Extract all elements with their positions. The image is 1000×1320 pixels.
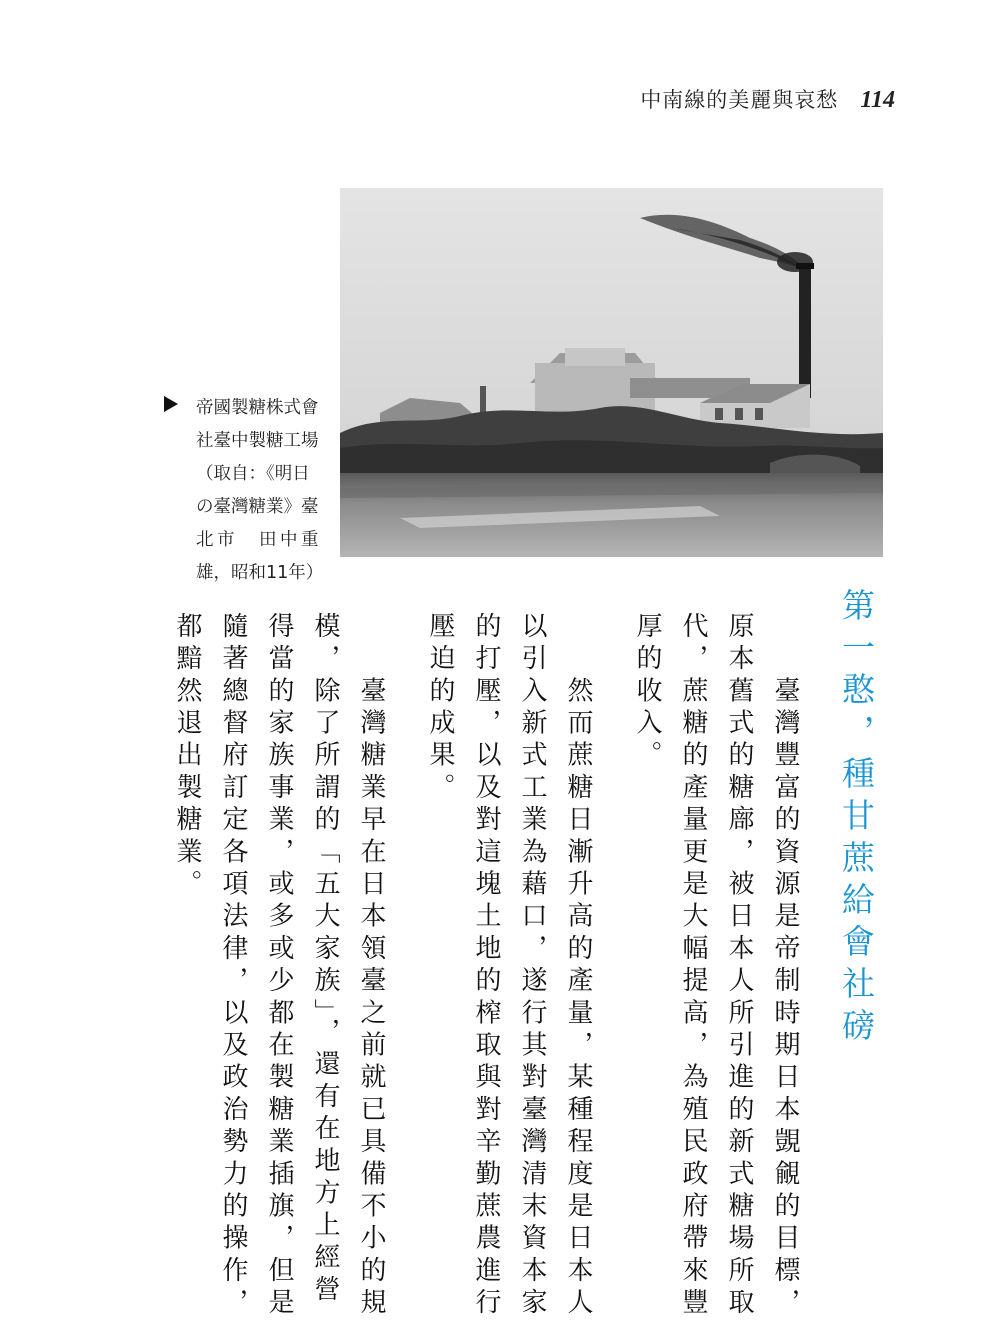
running-header — [640, 84, 895, 114]
caption-line: の臺灣糖業》臺 — [196, 497, 319, 517]
caption-line: （取自：《明日 — [196, 464, 310, 484]
running-title: 中南線的美麗與哀愁 — [640, 88, 839, 112]
body-column: 模，除了所謂的「五大家族」，還有在地方上經營 — [310, 612, 340, 1308]
page-number: 114 — [860, 87, 895, 113]
caption-line: 雄，昭和11年） — [196, 563, 324, 583]
body-column: 得當的家族事業，或多或少都在製糖業插旗，但是 — [264, 612, 294, 1320]
body-column: 厚的收入。 — [632, 612, 662, 773]
body-column: 隨著總督府訂定各項法律，以及政治勢力的操作， — [218, 612, 248, 1320]
factory-photo-icon — [340, 188, 883, 557]
caption-line: 帝國製糖株式會 — [196, 398, 319, 418]
body-column: 然而蔗糖日漸升高的產量，某種程度是日本人 — [563, 612, 593, 1320]
photo-caption — [164, 392, 334, 590]
body-column: 壓迫的成果。 — [425, 612, 455, 806]
triangle-marker-icon — [164, 396, 178, 412]
body-column: 以引入新式工業為藉口，遂行其對臺灣清末資本家 — [517, 612, 547, 1320]
factory-photo — [340, 188, 883, 557]
body-column: 都黯然退出製糖業。 — [172, 612, 202, 902]
body-column: 臺灣豐富的資源是帝制時期日本覬覦的目標， — [770, 612, 800, 1320]
caption-line: 北市 田中重 — [196, 530, 322, 550]
caption-line: 社臺中製糖工場 — [196, 431, 319, 451]
body-column: 原本舊式的糖廍，被日本人所引進的新式糖場所取 — [724, 612, 754, 1320]
body-column: 代，蔗糖的產量更是大幅提高，為殖民政府帶來豐 — [678, 612, 708, 1320]
section-heading: 第一憨，種甘蔗給會社磅 — [837, 588, 876, 1050]
body-column: 臺灣糖業早在日本領臺之前就已具備不小的規 — [356, 612, 386, 1320]
body-column: 的打壓，以及對這塊土地的榨取與對辛勤蔗農進行 — [471, 612, 501, 1320]
